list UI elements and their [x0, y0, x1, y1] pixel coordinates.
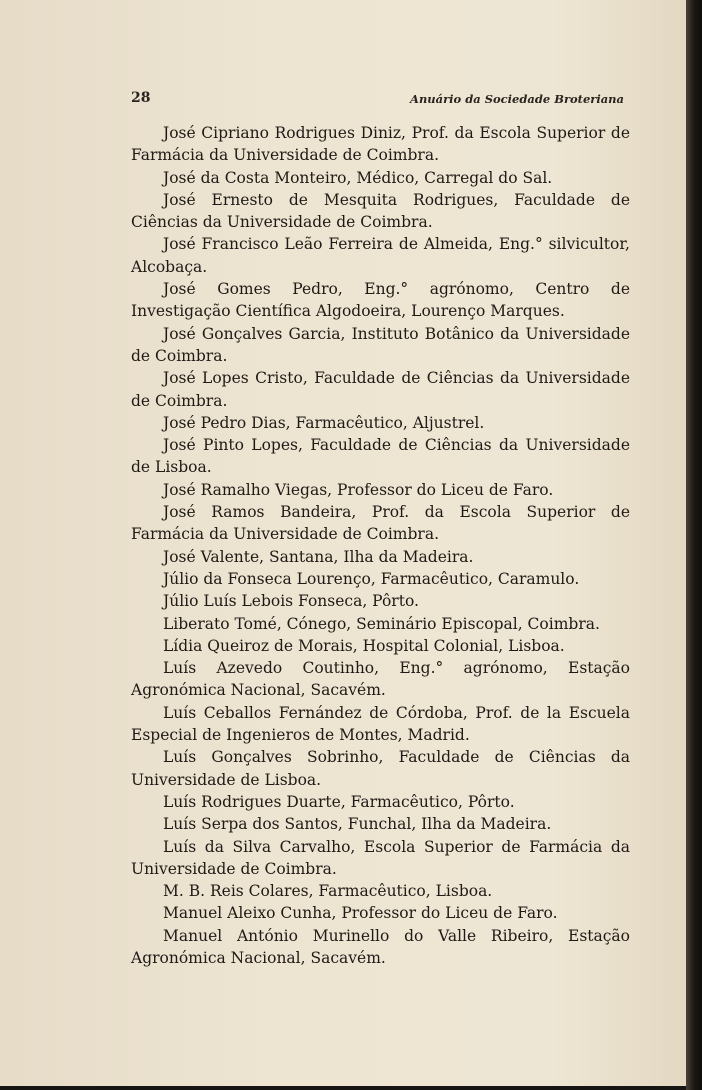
- member-entry: Manuel António Murinello do Valle Ribeiro, Estação Agronómica Nacional, Sacavém.: [131, 926, 630, 967]
- page-number: 28: [131, 90, 151, 106]
- member-entry: José Ramalho Viegas, Professor do Liceu de Faro.: [163, 480, 554, 499]
- member-entry: José Gonçalves Garcia, Instituto Botânico da Universidade de Coimbra.: [131, 324, 630, 365]
- member-entry: Luís da Silva Carvalho, Escola Superior de Farmácia da Universidade de Coimbra.: [131, 837, 630, 878]
- member-entry: Júlio da Fonseca Lourenço, Farmacêutico, Caramulo.: [163, 569, 580, 588]
- running-title: Anuário da Sociedade Broteriana: [410, 92, 624, 106]
- member-entry: Luís Serpa dos Santos, Funchal, Ilha da Madeira.: [163, 815, 552, 834]
- member-entry: José Ernesto de Mesquita Rodrigues, Faculdade de Ciências da Universidade de Coimbra.: [131, 190, 630, 232]
- member-entry: Luís Gonçalves Sobrinho, Faculdade de Ciências da Universidade de Lisboa.: [131, 748, 630, 789]
- member-entry: Luís Azevedo Coutinho, Eng.° agrónomo, Estação Agronómica Nacional, Sacavém.: [131, 659, 630, 700]
- member-entry: José Pinto Lopes, Faculdade de Ciências da Universidade de Lisboa.: [131, 436, 630, 477]
- book-spine-edge: [686, 0, 702, 1090]
- member-entry: Luís Ceballos Fernández de Córdoba, Prof. de la Escuela Especial de Ingenieros de Montes, Madrid.: [131, 703, 630, 745]
- member-entry: M. B. Reis Colares, Farmacêutico, Lisboa.: [163, 882, 493, 901]
- member-entry: José Ramos Bandeira, Prof. da Escola Superior de Farmácia da Universidade de Coimbra.: [131, 503, 630, 544]
- member-list: [131, 122, 630, 969]
- member-entry: José Gomes Pedro, Eng.° agrónomo, Centro de Investigação Científica Algodoeira, Lourenço Marques.: [131, 280, 630, 321]
- member-entry: José Francisco Leão Ferreira de Almeida, Eng.° silvicultor, Alcobaça.: [131, 235, 630, 276]
- member-entry: José Pedro Dias, Farmacêutico, Aljustrel.: [163, 413, 485, 432]
- member-entry: Liberato Tomé, Cónego, Seminário Episcopal, Coimbra.: [163, 614, 600, 633]
- member-entry: Manuel Aleixo Cunha, Professor do Liceu de Faro.: [163, 904, 558, 923]
- member-entry: José Valente, Santana, Ilha da Madeira.: [163, 547, 474, 566]
- member-entry: José Lopes Cristo, Faculdade de Ciências da Universidade de Coimbra.: [131, 369, 630, 410]
- member-entry: Lídia Queiroz de Morais, Hospital Colonial, Lisboa.: [163, 636, 565, 655]
- member-entry: Luís Rodrigues Duarte, Farmacêutico, Pôrto.: [163, 792, 515, 811]
- member-entry: José Cipriano Rodrigues Diniz, Prof. da Escola Superior de Farmácia da Universidade de Coimbra.: [131, 124, 630, 165]
- member-entry: José da Costa Monteiro, Médico, Carregal do Sal.: [163, 168, 553, 187]
- member-entry: Júlio Luís Lebois Fonseca, Pôrto.: [163, 592, 419, 611]
- page-header: [131, 90, 624, 112]
